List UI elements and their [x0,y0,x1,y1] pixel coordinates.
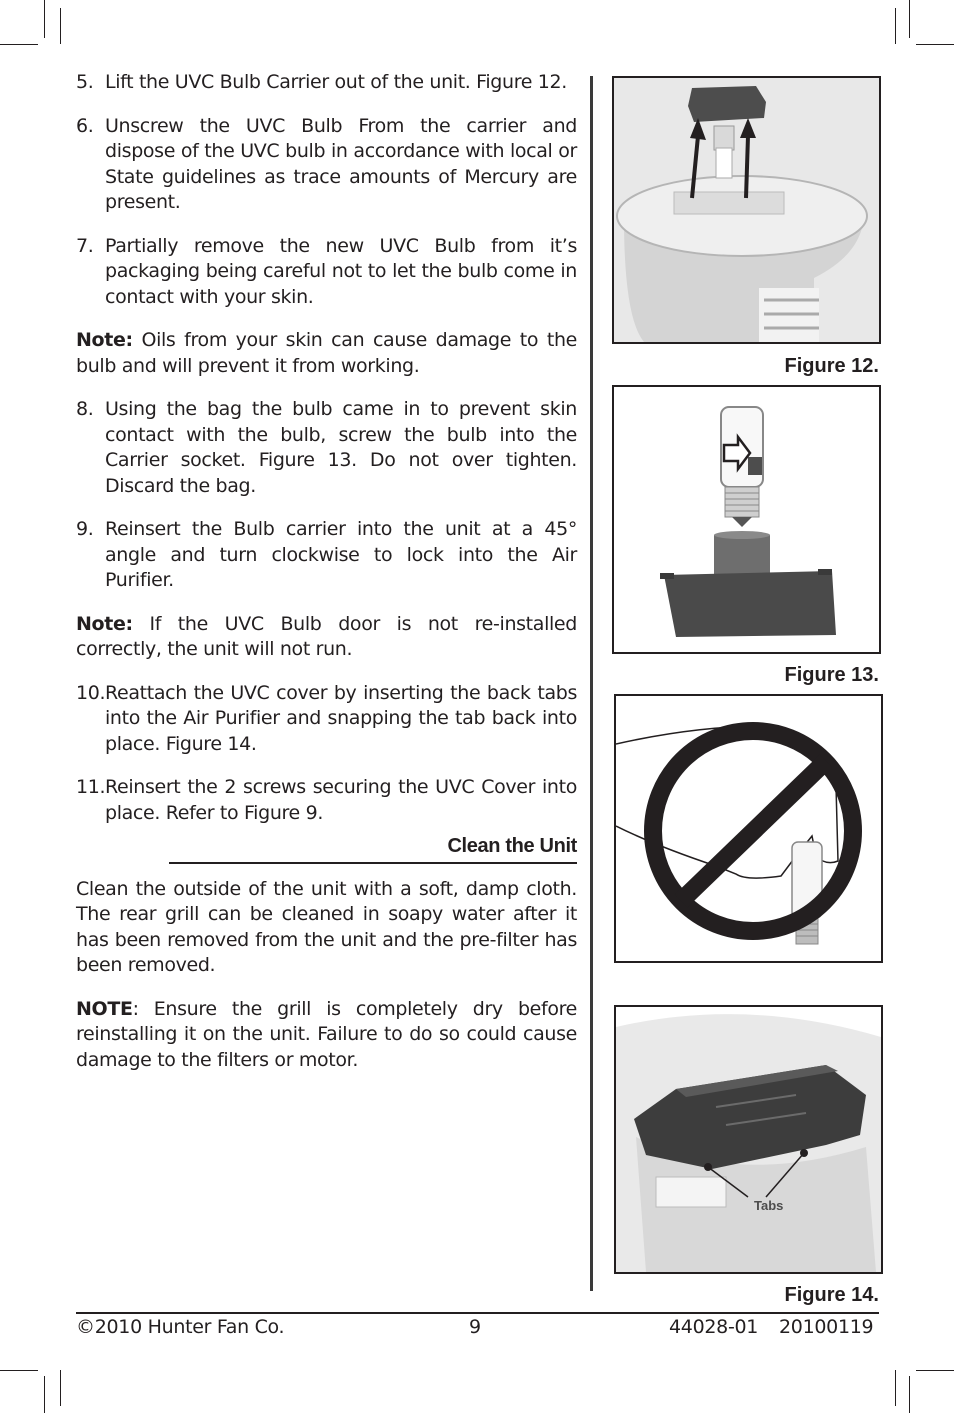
document-number: 44028-01 [669,1316,759,1338]
tabs-label: Tabs [754,1198,784,1213]
step-6 [76,114,577,216]
step-number: 6. [76,114,94,137]
note-door [76,612,577,663]
step-text: Reattach the UVC cover by inserting the back tabs into the Air Purifier and snapping the tab back into place. Figure 14. [105,681,577,755]
step-5 [76,70,577,96]
note-skin-oils [76,328,577,379]
step-text: Lift the UVC Bulb Carrier out of the unit. Figure 12. [105,71,567,93]
step-7 [76,234,577,311]
crop-mark [44,1376,45,1413]
crop-mark [60,8,61,44]
section-title: Clean the Unit [447,835,577,857]
crop-mark [60,1370,61,1406]
step-8 [76,397,577,499]
note-text: : Ensure the grill is completely dry before reinstalling it on the unit. Failure to do so could cause damage to the filters or motor. [76,997,577,1071]
step-number: 8. [76,398,94,420]
step-number: 5. [76,71,94,93]
page-number: 9 [469,1316,481,1338]
crop-mark [916,44,954,45]
step-number: 9. [76,518,94,540]
crop-mark [44,0,45,38]
figure-13-image [612,385,881,654]
step-number: 7. [76,234,94,257]
no-touch-bulb-image [614,694,883,963]
crop-mark [916,1370,954,1371]
date-code: 20100119 [779,1316,874,1338]
crop-mark [909,1376,910,1413]
step-text: Reinsert the Bulb carrier into the unit at a 45° angle and turn clockwise to lock into the Air Purifier. [105,518,577,591]
column-divider [590,76,593,1291]
crop-mark [0,1370,38,1371]
section-rule [169,862,577,864]
step-text: Unscrew the UVC Bulb From the carrier and dispose of the UVC bulb in accordance with local or State guidelines as trace amounts of Mercury are present. [105,114,577,213]
crop-mark [895,1370,896,1406]
note-grill-dry [76,997,577,1074]
step-text: Partially remove the new UVC Bulb from it’s packaging being careful not to let the bulb come in contact with your skin. [105,234,577,308]
crop-mark [909,0,910,38]
step-text: Using the bag the bulb came in to prevent skin contact with the bulb, screw the bulb into the Carrier socket. Figure 13. Do not over tighten. Discard the bag. [105,398,577,497]
figure-13-caption: Figure 13. [784,664,879,686]
note-text: Oils from your skin can cause damage to the bulb and will prevent it from working. [76,329,577,377]
note-text: If the UVC Bulb door is not re-installed correctly, the unit will not run. [76,612,577,660]
crop-mark [895,8,896,44]
figure-12-caption: Figure 12. [784,355,879,377]
step-11 [76,775,577,826]
step-number: 11. [76,776,106,798]
note-label: Note: [76,329,133,351]
step-9 [76,517,577,594]
figure-14-image [614,1005,883,1274]
step-number: 10. [76,681,106,704]
instructions-column [76,70,577,1091]
step-10 [76,681,577,758]
footer-copyright: ©2010 Hunter Fan Co. [76,1316,285,1338]
figure-14-caption: Figure 14. [784,1284,879,1306]
figure-12-image [612,76,881,344]
crop-mark [0,44,38,45]
step-text: Reinsert the 2 screws securing the UVC Cover into place. Refer to Figure 9. [105,776,577,824]
note-label: Note: [76,612,133,635]
note-label: NOTE [76,997,133,1020]
footer-rule [76,1312,879,1314]
clean-paragraph: Clean the outside of the unit with a soft, damp cloth. The rear grill can be cleaned in soapy water after it has been removed from the unit and the pre-filter has been removed. [76,877,577,976]
